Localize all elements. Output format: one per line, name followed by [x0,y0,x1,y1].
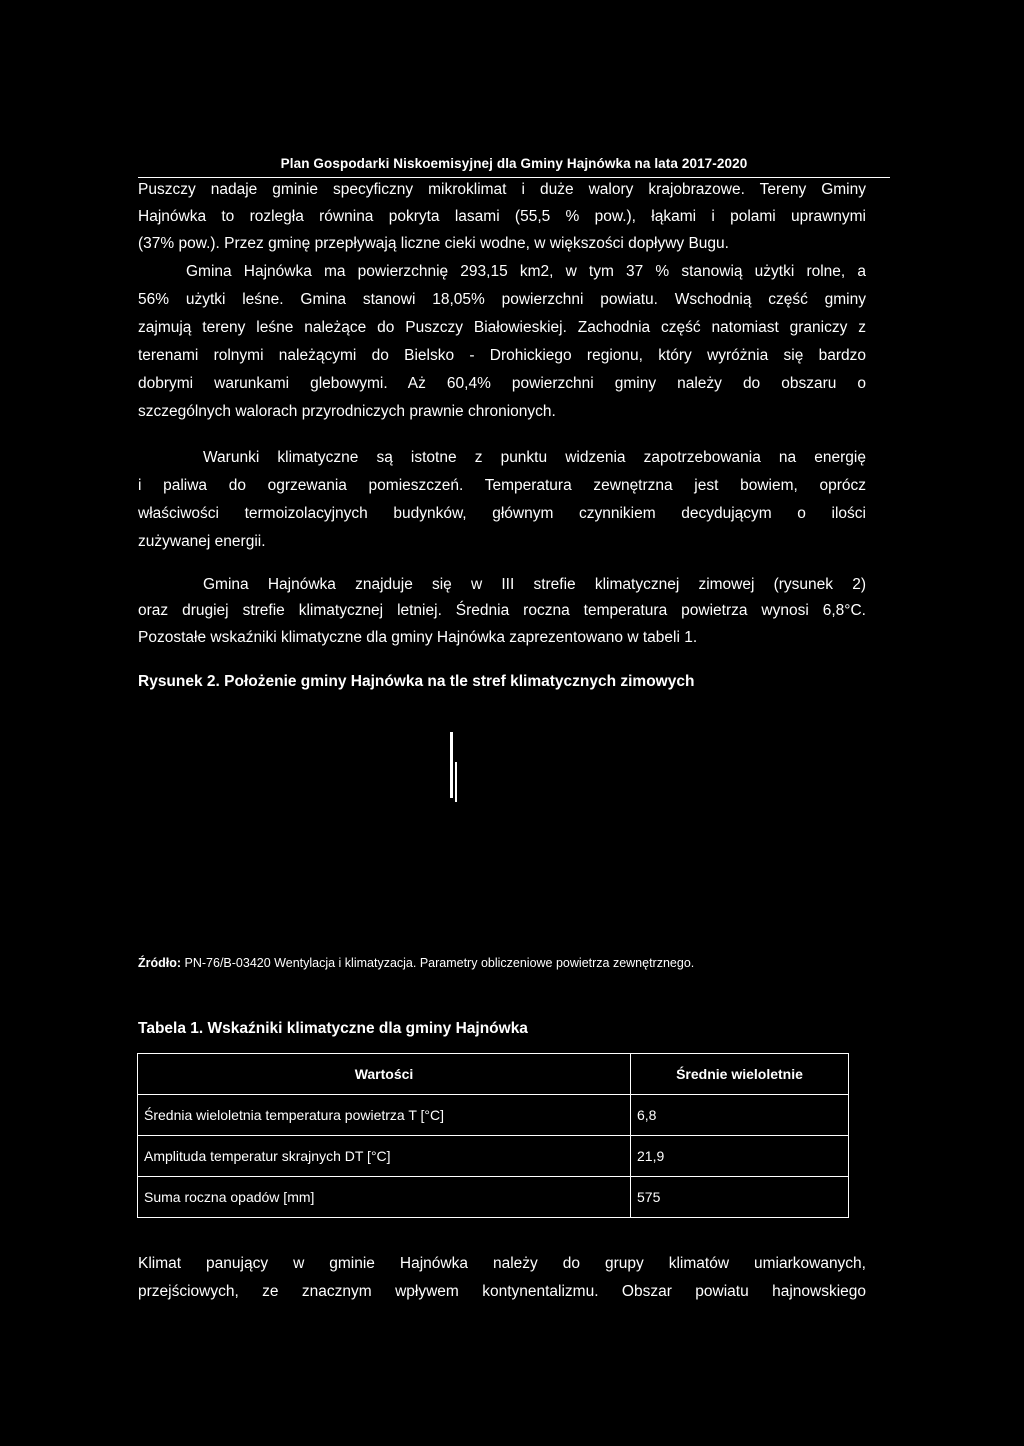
paragraph-line: Warunki klimatyczne są istotne z punktu widzenia zapotrzebowania na energię [203,449,866,466]
table-cell-value: 575 [631,1177,849,1218]
paragraph-line: Pozostałe wskaźniki klimatyczne dla gminy Hajnówka zaprezentowano w tabeli 1. [138,629,698,646]
map-fragment [450,732,453,798]
paragraph-line: Puszczy nadaje gminie specyficzny mikroklimat i duże walory krajobrazowe. Tereny Gminy [138,181,866,198]
paragraph-line: Gmina Hajnówka znajduje się w III strefie klimatycznej zimowej (rysunek 2) [203,576,866,593]
climate-table [137,1053,849,1218]
table-cell-label: Amplituda temperatur skrajnych DT [°C] [138,1136,631,1177]
paragraph-line: zużywanej energii. [138,533,266,550]
paragraph-line: Klimat panujący w gminie Hajnówka należy do grupy klimatów umiarkowanych, [138,1255,866,1272]
paragraph-line: 56% użytki leśne. Gmina stanowi 18,05% powierzchni powiatu. Wschodnią część gminy [138,291,866,308]
paragraph-line: i paliwa do ogrzewania pomieszczeń. Temperatura zewnętrzna jest bowiem, oprócz [138,477,866,494]
table-row [138,1177,849,1218]
figure-caption: Rysunek 2. Położenie gminy Hajnówka na tle stref klimatycznych zimowych [138,673,695,690]
paragraph-line: (37% pow.). Przez gminę przepływają liczne cieki wodne, w większości dopływy Bugu. [138,235,729,252]
table-header-row [138,1054,849,1095]
table-row [138,1095,849,1136]
header-title: Plan Gospodarki Niskoemisyjnej dla Gminy Hajnówka na lata 2017-2020 [280,156,748,171]
table-cell-value: 21,9 [631,1136,849,1177]
table-row [138,1136,849,1177]
paragraph-line: zajmują tereny leśne należące do Puszczy Białowieskiej. Zachodnia część natomiast graniczy z [138,319,866,336]
table-caption: Tabela 1. Wskaźniki klimatyczne dla gminy Hajnówka [138,1020,528,1037]
paragraph-line: szczególnych walorach przyrodniczych prawnie chronionych. [138,403,556,420]
source-label: Źródło: [138,956,182,970]
figure-source [138,956,694,970]
map-fragment [455,762,457,802]
table-cell-value: 6,8 [631,1095,849,1136]
paragraph-line: dobrymi warunkami glebowymi. Aż 60,4% powierzchni gminy należy do obszaru o [138,375,866,392]
paragraph-line: Gmina Hajnówka ma powierzchnię 293,15 km2, w tym 37 % stanowią użytki rolne, a [186,263,866,280]
table-header-values: Wartości [138,1054,631,1095]
source-text: PN-76/B-03420 Wentylacja i klimatyzacja. Parametry obliczeniowe powietrza zewnętrznego. [184,956,695,970]
paragraph-line: oraz drugiej strefie klimatycznej letniej. Średnia roczna temperatura powietrza wynosi 6,8°C. [138,602,866,619]
paragraph-line: przejściowych, ze znacznym wpływem kontynentalizmu. Obszar powiatu hajnowskiego [138,1283,866,1300]
paragraph-line: właściwości termoizolacyjnych budynków, głównym czynnikiem decydującym o ilości [138,505,866,522]
table-header-averages: Średnie wieloletnie [631,1054,849,1095]
table-cell-label: Średnia wieloletnia temperatura powietrza T [°C] [138,1095,631,1136]
header-divider [138,177,890,178]
table-cell-label: Suma roczna opadów [mm] [138,1177,631,1218]
paragraph-line: terenami rolnymi należącymi do Bielsko - Drohickiego regionu, który wyróżnia się bardzo [138,347,866,364]
paragraph-line: Hajnówka to rozległa równina pokryta lasami (55,5 % pow.), łąkami i polami uprawnymi [138,208,866,225]
